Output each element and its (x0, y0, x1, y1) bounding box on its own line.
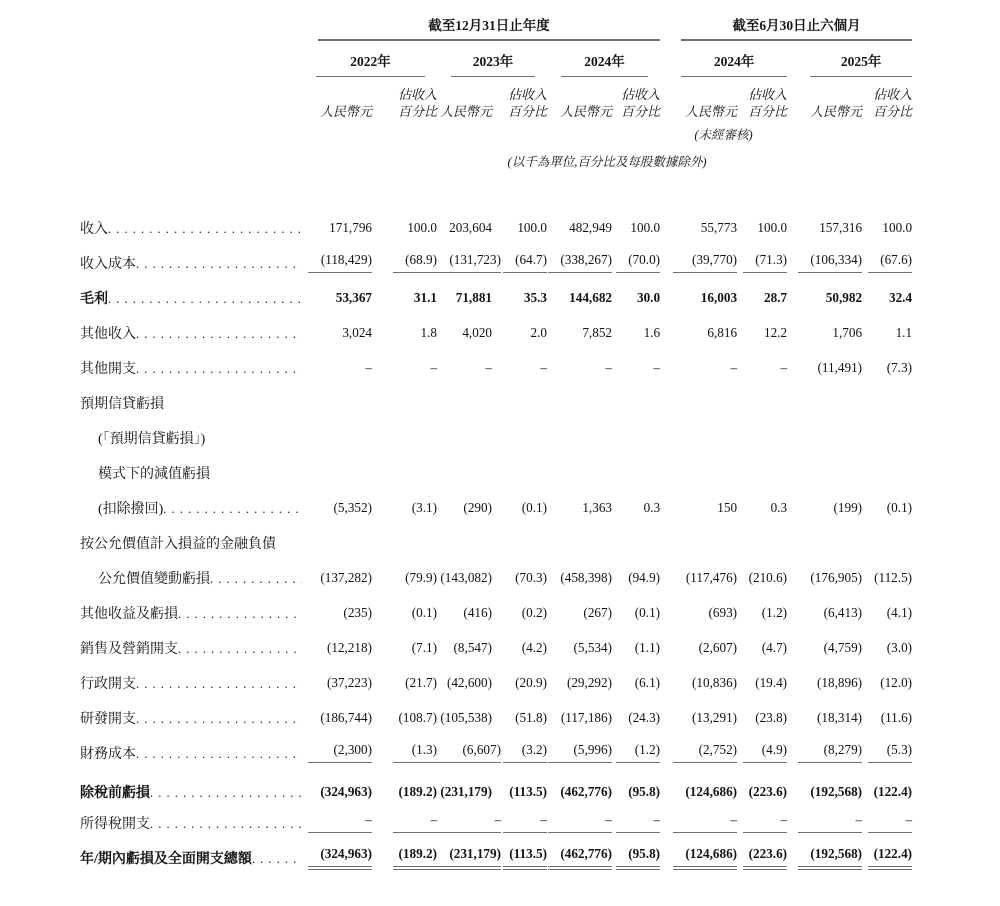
value-cell: 35.3 (523, 289, 547, 305)
row-label-cell (80, 210, 302, 245)
value-cell: 2.0 (530, 324, 547, 340)
value-cell: 1,363 (582, 499, 612, 515)
value-cell: 30.0 (636, 289, 661, 305)
value-cell: (6,607) (437, 735, 492, 770)
table-row (80, 560, 912, 595)
value-cell (612, 420, 660, 455)
row-label-cell (80, 770, 302, 805)
value-cell: – (437, 805, 492, 840)
value-cell: (1.2) (761, 604, 788, 620)
value-cell: (462,776) (560, 784, 612, 799)
row-label: 所得稅開支 (80, 816, 150, 832)
value-cell (302, 420, 372, 455)
value-cell: – (605, 359, 612, 375)
value-cell (372, 420, 437, 455)
period-group-year-end (302, 14, 660, 41)
value-cell: (11,491) (817, 359, 863, 375)
value-cell: (12.0) (880, 674, 913, 690)
table-row (80, 770, 912, 805)
value-cell: (223.6) (737, 840, 787, 875)
value-cell: (2,752) (660, 735, 737, 770)
value-cell (437, 455, 492, 490)
value-cell: 55,773 (700, 219, 738, 235)
value-cell: (4.7) (761, 639, 788, 655)
value-cell (372, 455, 437, 490)
value-cell (737, 420, 787, 455)
value-cell: 100.0 (407, 219, 437, 235)
value-cell: – (302, 805, 372, 840)
value-cell (612, 385, 660, 420)
dot-leader (210, 572, 302, 587)
value-cell: (210.6) (748, 569, 788, 585)
value-cell: (23.8) (755, 709, 788, 725)
value-cell: (1.2) (612, 735, 660, 770)
row-label-cell (80, 245, 302, 280)
period-group-six-months-label: 截至6月30日止六個月 (681, 14, 912, 41)
value-cell: (4,759) (823, 639, 863, 655)
value-cell: 203,604 (449, 219, 492, 235)
table-row (80, 665, 912, 700)
value-cell: (235) (343, 604, 372, 620)
value-cell: (267) (583, 604, 612, 620)
value-cell (437, 420, 492, 455)
row-label: 公允價值變動虧損 (98, 571, 210, 587)
value-cell: (29,292) (566, 674, 612, 690)
column-subheader-row (80, 77, 912, 120)
col-rmb: 人民幣元 (319, 104, 372, 119)
value-cell (862, 420, 912, 455)
value-cell: – (540, 359, 547, 375)
value-cell: 1.1 (895, 324, 913, 340)
value-cell: 100.0 (517, 219, 547, 235)
value-cell: 28.7 (763, 289, 788, 305)
value-cell: (79.9) (405, 569, 437, 585)
dot-leader (163, 502, 302, 517)
value-cell: 157,316 (819, 219, 863, 235)
value-cell: (2,300) (302, 735, 372, 770)
value-cell (492, 420, 547, 455)
value-cell: 144,682 (569, 289, 612, 305)
value-cell: – (547, 805, 612, 840)
value-cell (492, 525, 547, 560)
value-cell: – (430, 359, 437, 375)
dot-leader (108, 292, 302, 307)
table-row (80, 840, 912, 875)
value-cell: 1.6 (643, 324, 661, 340)
value-cell: – (365, 359, 372, 375)
value-cell: (10,836) (692, 674, 738, 690)
value-cell: (95.8) (628, 784, 661, 799)
value-cell: (1.3) (372, 735, 437, 770)
dot-leader (136, 327, 302, 342)
row-label-cell (80, 700, 302, 735)
value-cell: (143,082) (440, 569, 492, 585)
value-cell: (131,723) (437, 245, 492, 280)
value-cell: 150 (717, 499, 738, 515)
value-cell: (11.6) (880, 709, 913, 725)
value-cell: (5,996) (547, 735, 612, 770)
value-cell (437, 385, 492, 420)
dot-leader (178, 642, 302, 657)
col-rmb: 人民幣元 (810, 104, 863, 119)
row-label: 其他收入 (80, 326, 136, 342)
row-label-cell (80, 490, 302, 525)
value-cell: (108.7) (398, 709, 437, 725)
value-cell: (693) (708, 604, 738, 620)
row-label-cell (80, 560, 302, 595)
table-row (80, 490, 912, 525)
value-cell: (199) (833, 499, 863, 515)
value-cell: – (780, 359, 788, 375)
value-cell (787, 525, 862, 560)
table-row (80, 455, 912, 490)
value-cell: (8,547) (453, 639, 492, 655)
value-cell (547, 420, 612, 455)
row-label: 其他收益及虧損 (80, 606, 178, 622)
value-cell: 4,020 (462, 324, 492, 340)
value-cell: (113.5) (509, 784, 547, 799)
table-row (80, 315, 912, 350)
value-cell: 71,881 (455, 289, 492, 305)
value-cell: (324,963) (320, 784, 372, 799)
value-cell: (186,744) (320, 709, 372, 725)
value-cell: 100.0 (882, 219, 913, 235)
value-cell: – (737, 805, 787, 840)
value-cell (737, 525, 787, 560)
value-cell: (223.6) (748, 784, 788, 799)
value-cell: (39,770) (660, 245, 737, 280)
value-cell: – (485, 359, 492, 375)
row-label: 年/期內虧損及全面開支總額 (80, 851, 252, 867)
units-note-row (80, 143, 912, 210)
value-cell: (0.1) (886, 499, 913, 515)
value-cell: (0.2) (521, 604, 547, 620)
value-cell: (458,398) (560, 569, 612, 585)
value-cell: (113.5) (492, 840, 547, 875)
value-cell: (24.3) (628, 709, 661, 725)
value-cell: – (492, 805, 547, 840)
value-cell: – (862, 805, 912, 840)
value-cell: 53,367 (335, 289, 372, 305)
value-cell: (338,267) (547, 245, 612, 280)
year-2023: 2023年 (437, 41, 547, 77)
row-label-cell (80, 665, 302, 700)
value-cell: (192,568) (810, 784, 863, 799)
value-cell: – (372, 805, 437, 840)
value-cell: (122.4) (862, 840, 912, 875)
row-label: 行政開支 (80, 676, 136, 692)
value-cell: (118,429) (302, 245, 372, 280)
year-header-row (80, 41, 912, 77)
value-cell: (176,905) (810, 569, 863, 585)
value-cell: (12,218) (326, 639, 372, 655)
row-label: 按公允價值計入損益的金融負債 (80, 536, 276, 552)
table-row (80, 595, 912, 630)
value-cell: 7,852 (582, 324, 612, 340)
value-cell: (122.4) (873, 784, 913, 799)
value-cell (660, 385, 737, 420)
table-row (80, 735, 912, 770)
col-pct: 佔收入 百分比 (621, 87, 661, 119)
row-label-cell (80, 455, 302, 490)
value-cell: (137,282) (320, 569, 372, 585)
value-cell (547, 455, 612, 490)
table-row (80, 245, 912, 280)
period-group-header-row (80, 14, 912, 41)
value-cell: (6.1) (634, 674, 661, 690)
row-label-cell (80, 280, 302, 315)
value-cell: (124,686) (660, 840, 737, 875)
table-row (80, 420, 912, 455)
year-2025-interim: 2025年 (787, 41, 912, 77)
row-label-cell (80, 805, 302, 840)
value-cell: (290) (463, 499, 492, 515)
value-cell: 100.0 (757, 219, 788, 235)
value-cell: (189.2) (372, 840, 437, 875)
value-cell: (7.3) (886, 359, 913, 375)
table-body (80, 210, 912, 875)
table-row (80, 525, 912, 560)
value-cell: (189.2) (398, 784, 437, 799)
value-cell: 1.8 (420, 324, 437, 340)
value-cell: 0.3 (643, 499, 661, 515)
value-cell: (5,352) (333, 499, 372, 515)
unaudited-row (80, 120, 912, 143)
row-label-cell (80, 315, 302, 350)
row-label: 收入 (80, 221, 108, 237)
value-cell (737, 385, 787, 420)
value-cell: 32.4 (888, 289, 913, 305)
value-cell: (5.3) (862, 735, 912, 770)
value-cell: (7.1) (411, 639, 437, 655)
value-cell: 6,816 (707, 324, 738, 340)
col-pct: 佔收入 百分比 (873, 87, 913, 119)
value-cell: (3.2) (492, 735, 547, 770)
period-group-year-end-label: 截至12月31日止年度 (318, 14, 660, 41)
col-pct: 佔收入 百分比 (507, 87, 547, 119)
value-cell: – (730, 359, 738, 375)
value-cell: (3.1) (411, 499, 437, 515)
value-cell: 100.0 (630, 219, 661, 235)
year-2024: 2024年 (547, 41, 660, 77)
value-cell: 12.2 (763, 324, 788, 340)
value-cell: (4.9) (737, 735, 787, 770)
value-cell: (4.2) (521, 639, 547, 655)
value-cell: (117,476) (685, 569, 738, 585)
value-cell: 482,949 (569, 219, 612, 235)
dot-leader (136, 362, 302, 377)
value-cell (612, 525, 660, 560)
value-cell (437, 525, 492, 560)
row-label: (扣除撥回) (98, 501, 164, 517)
value-cell: (5,534) (573, 639, 612, 655)
value-cell: (112.5) (874, 569, 913, 585)
value-cell: (231,179) (440, 784, 492, 799)
value-cell (660, 455, 737, 490)
value-cell (862, 385, 912, 420)
value-cell: (42,600) (446, 674, 492, 690)
value-cell (492, 385, 547, 420)
value-cell (372, 525, 437, 560)
value-cell: (8,279) (787, 735, 862, 770)
value-cell (492, 455, 547, 490)
year-2022: 2022年 (302, 41, 437, 77)
value-cell: (462,776) (547, 840, 612, 875)
value-cell: (3.0) (886, 639, 913, 655)
value-cell: (18,314) (817, 709, 863, 725)
value-cell: (20.9) (515, 674, 547, 690)
value-cell: (64.7) (492, 245, 547, 280)
value-cell: (6,413) (823, 604, 863, 620)
table-row (80, 385, 912, 420)
dot-leader (178, 607, 302, 622)
value-cell: (324,963) (302, 840, 372, 875)
value-cell: (68.9) (372, 245, 437, 280)
value-cell: (4.1) (886, 604, 913, 620)
value-cell (862, 525, 912, 560)
value-cell: (13,291) (692, 709, 738, 725)
dot-leader (136, 747, 302, 762)
value-cell: (51.8) (515, 709, 547, 725)
value-cell (372, 385, 437, 420)
period-group-six-months (660, 14, 912, 41)
dot-leader (252, 852, 302, 867)
col-rmb: 人民幣元 (439, 104, 492, 119)
value-cell: (416) (463, 604, 492, 620)
value-cell (547, 385, 612, 420)
value-cell (660, 420, 737, 455)
row-label: 預期信貸虧損 (80, 396, 164, 412)
value-cell: 3,024 (342, 324, 372, 340)
value-cell (612, 455, 660, 490)
value-cell: 0.3 (770, 499, 788, 515)
income-statement-table (80, 14, 912, 875)
value-cell: (94.9) (628, 569, 661, 585)
col-pct: 佔收入 百分比 (748, 87, 788, 119)
dot-leader (136, 712, 302, 727)
table-row (80, 805, 912, 840)
value-cell: – (612, 805, 660, 840)
value-cell (302, 525, 372, 560)
value-cell: – (653, 359, 661, 375)
value-cell (302, 455, 372, 490)
value-cell: 1,706 (832, 324, 863, 340)
row-label-cell (80, 840, 302, 875)
value-cell: (18,896) (817, 674, 863, 690)
row-label: 毛利 (80, 291, 108, 307)
value-cell: (95.8) (612, 840, 660, 875)
row-label: 收入成本 (80, 256, 136, 272)
value-cell: (106,334) (787, 245, 862, 280)
dot-leader (136, 677, 302, 692)
value-cell (862, 455, 912, 490)
value-cell: (0.1) (634, 604, 661, 620)
col-rmb: 人民幣元 (685, 104, 738, 119)
value-cell: (2,607) (698, 639, 738, 655)
row-label-cell (80, 350, 302, 385)
value-cell: (192,568) (787, 840, 862, 875)
value-cell: (124,686) (685, 784, 738, 799)
row-label-cell (80, 385, 302, 420)
table-row (80, 350, 912, 385)
unaudited-note: (未經審核) (694, 128, 753, 142)
row-label-cell (80, 595, 302, 630)
table-row (80, 280, 912, 315)
value-cell: (71.3) (737, 245, 787, 280)
value-cell: 171,796 (329, 219, 372, 235)
value-cell: 50,982 (825, 289, 863, 305)
value-cell: (67.6) (862, 245, 912, 280)
table-row (80, 210, 912, 245)
value-cell (787, 385, 862, 420)
units-note: (以千為單位,百分比及每股數據除外) (507, 155, 707, 169)
row-label-cell (80, 630, 302, 665)
row-label: 銷售及營銷開支 (80, 641, 178, 657)
value-cell: (231,179) (437, 840, 492, 875)
col-pct: 佔收入 百分比 (397, 87, 437, 119)
col-rmb: 人民幣元 (559, 104, 612, 119)
value-cell (787, 420, 862, 455)
value-cell: (19.4) (755, 674, 788, 690)
value-cell (302, 385, 372, 420)
dot-leader (150, 786, 302, 801)
value-cell: – (787, 805, 862, 840)
value-cell: – (660, 805, 737, 840)
dot-leader (150, 817, 302, 832)
value-cell (547, 525, 612, 560)
value-cell: (37,223) (326, 674, 372, 690)
value-cell: 31.1 (413, 289, 437, 305)
row-label-cell (80, 735, 302, 770)
row-label: 模式下的減值虧損 (98, 466, 210, 482)
value-cell (737, 455, 787, 490)
value-cell: 16,003 (700, 289, 738, 305)
value-cell: (70.3) (515, 569, 547, 585)
value-cell: (70.0) (612, 245, 660, 280)
row-label: 其他開支 (80, 361, 136, 377)
value-cell (787, 455, 862, 490)
row-label: 研發開支 (80, 711, 136, 727)
value-cell: (21.7) (405, 674, 437, 690)
table-row (80, 700, 912, 735)
value-cell: (0.1) (411, 604, 437, 620)
table-row (80, 630, 912, 665)
row-label: 除稅前虧損 (80, 786, 150, 801)
value-cell: (117,186) (560, 709, 612, 725)
value-cell: (105,538) (440, 709, 492, 725)
row-label: 財務成本 (80, 746, 136, 762)
value-cell (660, 525, 737, 560)
row-label: (「預期信貸虧損」) (98, 431, 206, 447)
year-2024-interim: 2024年 (660, 41, 787, 77)
row-label-cell (80, 525, 302, 560)
dot-leader (108, 222, 302, 237)
row-label-cell (80, 420, 302, 455)
dot-leader (136, 257, 302, 272)
value-cell: (1.1) (634, 639, 661, 655)
value-cell: (0.1) (521, 499, 547, 515)
